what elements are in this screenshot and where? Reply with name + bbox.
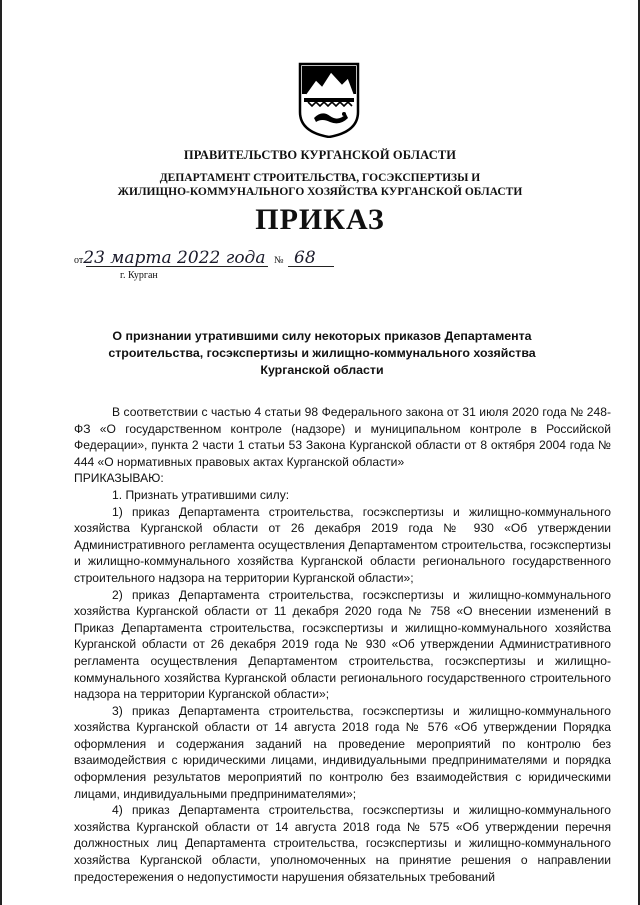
paragraph-item-1: 1. Признать утратившими силу: <box>112 487 290 502</box>
paragraph-subitem-2: 2) приказ Департамента строительства, госэкспертизы и жилищно-коммунального хозяйства Курганской области от 11 декабря 2020 года № 758 «О внесении изменений в Приказ Департамента строительства, госэкспертизы и жилищно-коммунального хозяйства Курганской области от 26 декабря 2019 года № 930 «Об утверждении Административного регламента осуществления Департаментом строительства, госэкспертизы и жилищно-коммунального хозяйства Курганской области регионального государственного строительного надзора на территории Курганской области»; <box>74 587 611 702</box>
paragraph-order-word: ПРИКАЗЫВАЮ: <box>74 471 164 486</box>
order-body <box>74 404 611 885</box>
document-type: ПРИКАЗ <box>255 203 385 236</box>
paragraph-subitem-3: 3) приказ Департамента строительства, госэкспертизы и жилищно-коммунального хозяйства Курганской области от 14 августа 2018 года № 576 «Об утверждении Порядка оформления и содержания заданий на проведение мероприятий по контролю без взаимодействия с юридическими лицами, индивидуальными предпринимателями и порядка оформления результатов мероприятий по контролю без взаимодействия с юридическими лицами, индивидуальными предпринимателями»; <box>74 703 611 801</box>
handwritten-number: 68 <box>294 248 316 268</box>
department-name-line1: ДЕПАРТАМЕНТ СТРОИТЕЛЬСТВА, ГОСЭКСПЕРТИЗЫ И <box>159 172 481 184</box>
handwritten-date: 23 марта 2022 года <box>83 248 266 268</box>
paragraph-subitem-1: 1) приказ Департамента строительства, госэкспертизы и жилищно-коммунального хозяйства Курганской области от 26 декабря 2019 года № 930 «Об утверждении Административного регламента осуществления Департаментом строительства, госэкспертизы и жилищно-коммунального хозяйства Курганской области регионального государственного строительного надзора на территории Курганской области»; <box>74 504 611 585</box>
date-underline <box>86 266 268 267</box>
number-prefix: № <box>273 255 284 266</box>
order-title: О признании утратившими силу некоторых приказов Департамента строительства, госэкспертизы и жилищно-коммунального хозяйства Курганской области <box>108 329 536 377</box>
date-number-line <box>74 248 316 268</box>
department-name-line2: ЖИЛИЩНО-КОММУНАЛЬНОГО ХОЗЯЙСТВА КУРГАНСКОЙ ОБЛАСТИ <box>117 186 523 198</box>
number-underline <box>288 266 334 267</box>
city-name: г. Курган <box>120 270 158 281</box>
paragraph-subitem-4: 4) приказ Департамента строительства, госэкспертизы и жилищно-коммунального хозяйства Курганской области от 14 августа 2018 года № 575 «Об утверждении перечня должностных лиц Департамента строительства, госэкспертизы и жилищно-коммунального хозяйства Курганской области, уполномоченных на принятие решения о направлении предостережения о недопустимости нарушения обязательных требований <box>74 803 611 884</box>
date-prefix: от <box>74 255 84 266</box>
paragraph-preamble: В соответствии с частью 4 статьи 98 Федерального закона от 31 июля 2020 года № 248-ФЗ «О государственном контроле (надзоре) и муниципальном контроле в Российской Федерации», пункта 2 части 1 статьи 53 Закона Курганской области от 8 октября 2004 года № 444 «О нормативных правовых актах Курганской области» <box>74 405 611 469</box>
government-name: ПРАВИТЕЛЬСТВО КУРГАНСКОЙ ОБЛАСТИ <box>183 148 457 162</box>
kurgan-coat-of-arms-icon <box>298 62 360 138</box>
